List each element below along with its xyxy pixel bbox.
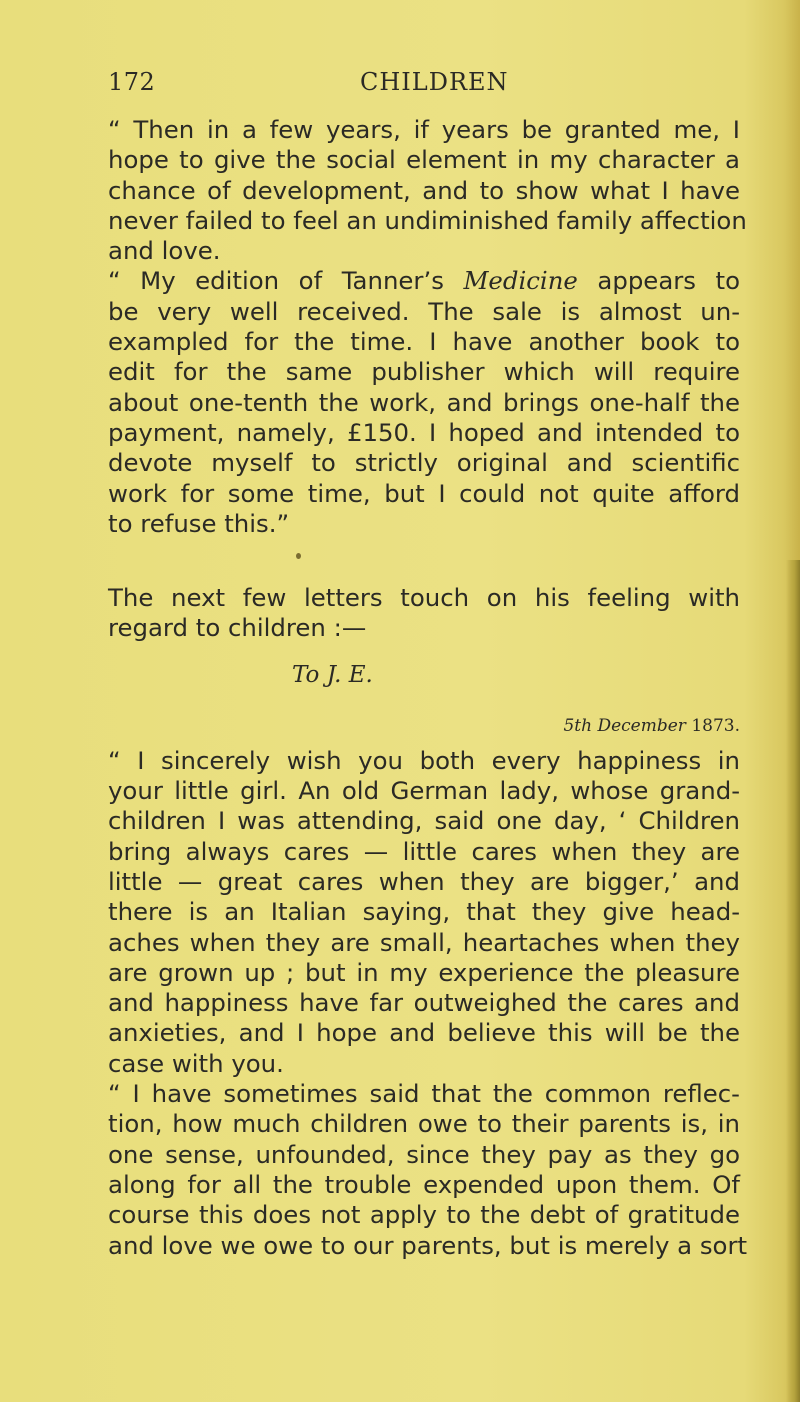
text-line: “ I sincerely wish you both every happiness in [108, 745, 740, 775]
text-line: there is an Italian saying, that they give head- [108, 897, 740, 927]
text-line: work for some time, but I could not quite afford [108, 478, 740, 508]
text-line: children I was attending, said one day, ‘ Children [108, 806, 740, 836]
text-line: and love we owe to our parents, but is merely a sort [108, 1230, 748, 1260]
text-line: edit for the same publisher which will require [108, 357, 740, 387]
text-line: “ Then in a few years, if years be granted me, I [108, 115, 740, 144]
letter-date-day: 5th December [563, 715, 686, 736]
text-run: appears to [577, 266, 741, 296]
running-head [108, 68, 750, 104]
text-line: and love. [108, 236, 221, 266]
book-title-italic: Medicine [463, 266, 578, 296]
text-line: payment, namely, £150. I hoped and intended to [108, 417, 740, 447]
text-line: and happiness have far outweighed the cares and [108, 988, 740, 1018]
text-line: devote myself to strictly original and scientific [108, 448, 740, 478]
text-run: “ My edition of Tanner’s [108, 266, 464, 296]
text-line: “ I have sometimes said that the common reflec- [108, 1079, 740, 1109]
letter-salutation: To J. E. [292, 661, 373, 688]
page-edge-shadow [786, 560, 800, 1402]
letter-date [108, 706, 740, 746]
text-line: hope to give the social element in my character a [108, 145, 740, 175]
text-line: case with you. [108, 1048, 284, 1078]
text-line: bring always cares — little cares when they are [108, 836, 740, 866]
text-line: course this does not apply to the debt of gratitude [108, 1200, 740, 1230]
text-line: little — great cares when they are bigger,’ and [108, 866, 740, 896]
text-line: one sense, unfounded, since they pay as they go [108, 1139, 740, 1169]
text-line: chance of development, and to show what I have [108, 175, 740, 205]
text-line: your little girl. An old German lady, whose grand- [108, 776, 740, 806]
letter-date-year: 1873. [685, 715, 740, 736]
text-line [108, 266, 740, 296]
text-line: along for all the trouble expended upon them. Of [108, 1169, 740, 1199]
section-gap [108, 539, 740, 583]
running-title: CHILDREN [360, 68, 509, 96]
text-line: about one-tenth the work, and brings one-half the [108, 387, 740, 417]
text-line: regard to children :— [108, 613, 367, 643]
text-line: never failed to feel an undiminished family affection [108, 205, 747, 235]
text-line: aches when they are small, heartaches when they [108, 927, 740, 957]
text-line: anxieties, and I hope and believe this will be the [108, 1018, 740, 1048]
body-text [108, 115, 748, 1261]
text-line: exampled for the time. I have another book to [108, 327, 740, 357]
ink-speck [296, 553, 301, 559]
page-number: 172 [108, 68, 156, 96]
text-line: The next few letters touch on his feeling with [108, 583, 740, 613]
text-line: are grown up ; but in my experience the pleasure [108, 957, 740, 987]
text-line: be very well received. The sale is almost un- [108, 296, 740, 326]
text-line: tion, how much children owe to their parents is, in [108, 1109, 740, 1139]
text-line: to refuse this.” [108, 508, 290, 538]
